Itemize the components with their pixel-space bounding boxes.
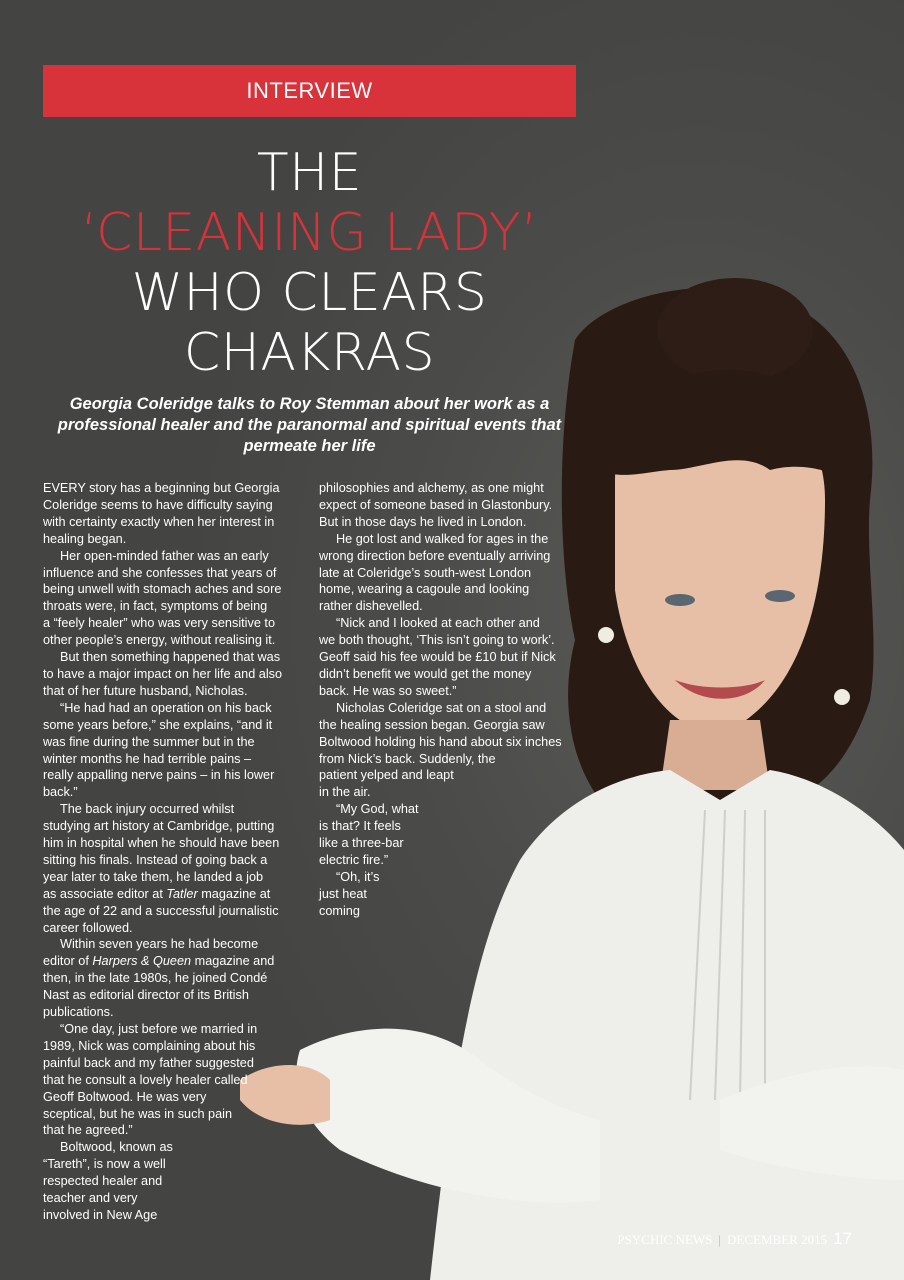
text-line: in the air. bbox=[319, 785, 371, 800]
text-line: late at Coleridge’s south-west London bbox=[319, 565, 532, 580]
headline-line-highlight: ‘CLEANING LADY’ bbox=[80, 203, 539, 263]
text-line: Nast as editorial director of its British bbox=[43, 988, 249, 1003]
text-run: magazine and bbox=[191, 954, 275, 969]
standfirst-line: professional healer and the paranormal and spiritual events that bbox=[57, 416, 562, 434]
text-line: electric fire.” bbox=[319, 852, 389, 867]
text-line: expect of someone based in Glastonbury. bbox=[319, 497, 553, 512]
text-line: winter months he had terrible pains – bbox=[43, 751, 252, 766]
text-line: respected healer and bbox=[43, 1174, 163, 1189]
text-line: throats were, in fact, symptoms of being bbox=[43, 599, 268, 614]
text-line: didn’t benefit we would get the money bbox=[319, 666, 532, 681]
text-line: rather dishevelled. bbox=[319, 599, 423, 614]
text-line: is that? It feels bbox=[319, 819, 401, 834]
text-line: him in hospital when he should have been bbox=[43, 836, 280, 851]
text-line: teacher and very bbox=[43, 1191, 138, 1206]
text-line: “One day, just before we married in bbox=[60, 1022, 258, 1036]
standfirst-line: permeate her life bbox=[243, 437, 376, 455]
text-run: editor of bbox=[43, 954, 93, 969]
text-line: some years before,” she explains, “and it bbox=[43, 717, 273, 732]
standfirst-line: Georgia Coleridge talks to Roy Stemman about her work as a bbox=[69, 395, 550, 413]
text-line: coming bbox=[319, 903, 360, 918]
text-line: that of her future husband, Nicholas. bbox=[43, 683, 248, 698]
text-line: He got lost and walked for ages in the bbox=[336, 531, 549, 546]
text-line: to have a major impact on her life and also bbox=[43, 666, 283, 681]
text-line: The back injury occurred whilst bbox=[60, 802, 235, 817]
text-run: magazine at bbox=[197, 886, 271, 901]
headline bbox=[43, 143, 576, 383]
text-line: Geoff Boltwood. He was very bbox=[43, 1089, 207, 1104]
text-line: “My God, what bbox=[336, 802, 419, 817]
text-line: But in those days he lived in London. bbox=[319, 514, 527, 529]
text-line: “Nick and I looked at each other and bbox=[336, 616, 540, 631]
headline-line: WHO CLEARS bbox=[131, 263, 488, 323]
text-line: Geoff said his fee would be £10 but if Nick bbox=[319, 650, 556, 665]
text-line: Boltwood holding his hand about six inches bbox=[319, 734, 562, 749]
text-line: like a three-bar bbox=[319, 836, 404, 851]
text-line: with certainty exactly when her interest in bbox=[43, 514, 275, 529]
text-line: from Nick’s back. Suddenly, the bbox=[319, 751, 496, 766]
text-line: that he consult a lovely healer called bbox=[43, 1072, 248, 1087]
magazine-title: Harpers & Queen bbox=[92, 954, 192, 969]
headline-line: CHAKRAS bbox=[183, 323, 436, 383]
text-line: sitting his finals. Instead of going back a bbox=[43, 852, 268, 867]
footer-separator: | bbox=[718, 1232, 722, 1247]
text-line: then, in the late 1980s, he joined Condé bbox=[43, 971, 268, 986]
page-footer bbox=[617, 1229, 852, 1249]
page-number: 17 bbox=[833, 1229, 852, 1248]
text-line: influence and she confesses that years of bbox=[43, 565, 277, 580]
standfirst bbox=[43, 394, 576, 457]
text-line bbox=[43, 886, 299, 903]
text-line: Nicholas Coleridge sat on a stool and bbox=[336, 700, 547, 715]
text-line: studying art history at Cambridge, putting bbox=[43, 819, 275, 834]
text-line: philosophies and alchemy, as one might bbox=[319, 481, 544, 495]
text-line: “Oh, it’s bbox=[336, 869, 380, 884]
text-line: But then something happened that was bbox=[60, 650, 281, 665]
text-line: really appalling nerve pains – in his lower bbox=[43, 768, 275, 783]
text-line: we both thought, ‘This isn’t going to work’. bbox=[319, 633, 555, 648]
text-line: the age of 22 and a successful journalistic bbox=[43, 903, 279, 918]
article-column-2 bbox=[319, 480, 575, 920]
section-banner bbox=[43, 65, 576, 117]
magazine-title: Tatler bbox=[166, 886, 198, 901]
text-line: 1989, Nick was complaining about his bbox=[43, 1038, 256, 1053]
text-line: Her open-minded father was an early bbox=[60, 548, 269, 563]
text-line: publications. bbox=[43, 1005, 114, 1020]
publication-name: PSYCHIC NEWS bbox=[617, 1232, 713, 1247]
text-line: back.” bbox=[43, 785, 78, 800]
text-run: as associate editor at bbox=[43, 886, 167, 901]
article-column-1 bbox=[43, 480, 299, 1224]
text-line bbox=[43, 953, 299, 970]
issue-date: DECEMBER 2015 bbox=[727, 1232, 828, 1247]
text-line: the healing session began. Georgia saw bbox=[319, 717, 545, 732]
text-line: involved in New Age bbox=[43, 1207, 158, 1222]
text-line: home, wearing a cagoule and looking bbox=[319, 582, 530, 597]
text-line: “He had had an operation on his back bbox=[60, 700, 272, 715]
section-label: INTERVIEW bbox=[246, 78, 373, 103]
text-line: other people’s energy, without realising it. bbox=[43, 633, 276, 648]
text-line: healing began. bbox=[43, 531, 127, 546]
text-line: was fine during the summer but in the bbox=[43, 734, 255, 749]
text-line: a “feely healer” who was very sensitive to bbox=[43, 616, 275, 631]
text-line: that he agreed.” bbox=[43, 1123, 133, 1138]
text-line: back. He was so sweet.” bbox=[319, 683, 457, 698]
text-line: patient yelped and leapt bbox=[319, 768, 454, 783]
text-line: “Tareth”, is now a well bbox=[43, 1157, 166, 1172]
text-line: painful back and my father suggested bbox=[43, 1055, 254, 1070]
text-line: being unwell with stomach aches and sore bbox=[43, 582, 282, 597]
text-line: career followed. bbox=[43, 920, 133, 935]
text-line: year later to take them, he landed a job bbox=[43, 869, 264, 884]
text-line: Within seven years he had become bbox=[60, 937, 259, 952]
text-line: Coleridge seems to have difficulty saying bbox=[43, 497, 273, 512]
text-line: sceptical, but he was in such pain bbox=[43, 1106, 233, 1121]
text-line: just heat bbox=[319, 886, 367, 901]
text-line: EVERY story has a beginning but Georgia bbox=[43, 481, 280, 495]
text-line: Boltwood, known as bbox=[60, 1140, 173, 1155]
headline-line: THE bbox=[256, 143, 363, 203]
text-line: wrong direction before eventually arriving bbox=[319, 548, 551, 563]
